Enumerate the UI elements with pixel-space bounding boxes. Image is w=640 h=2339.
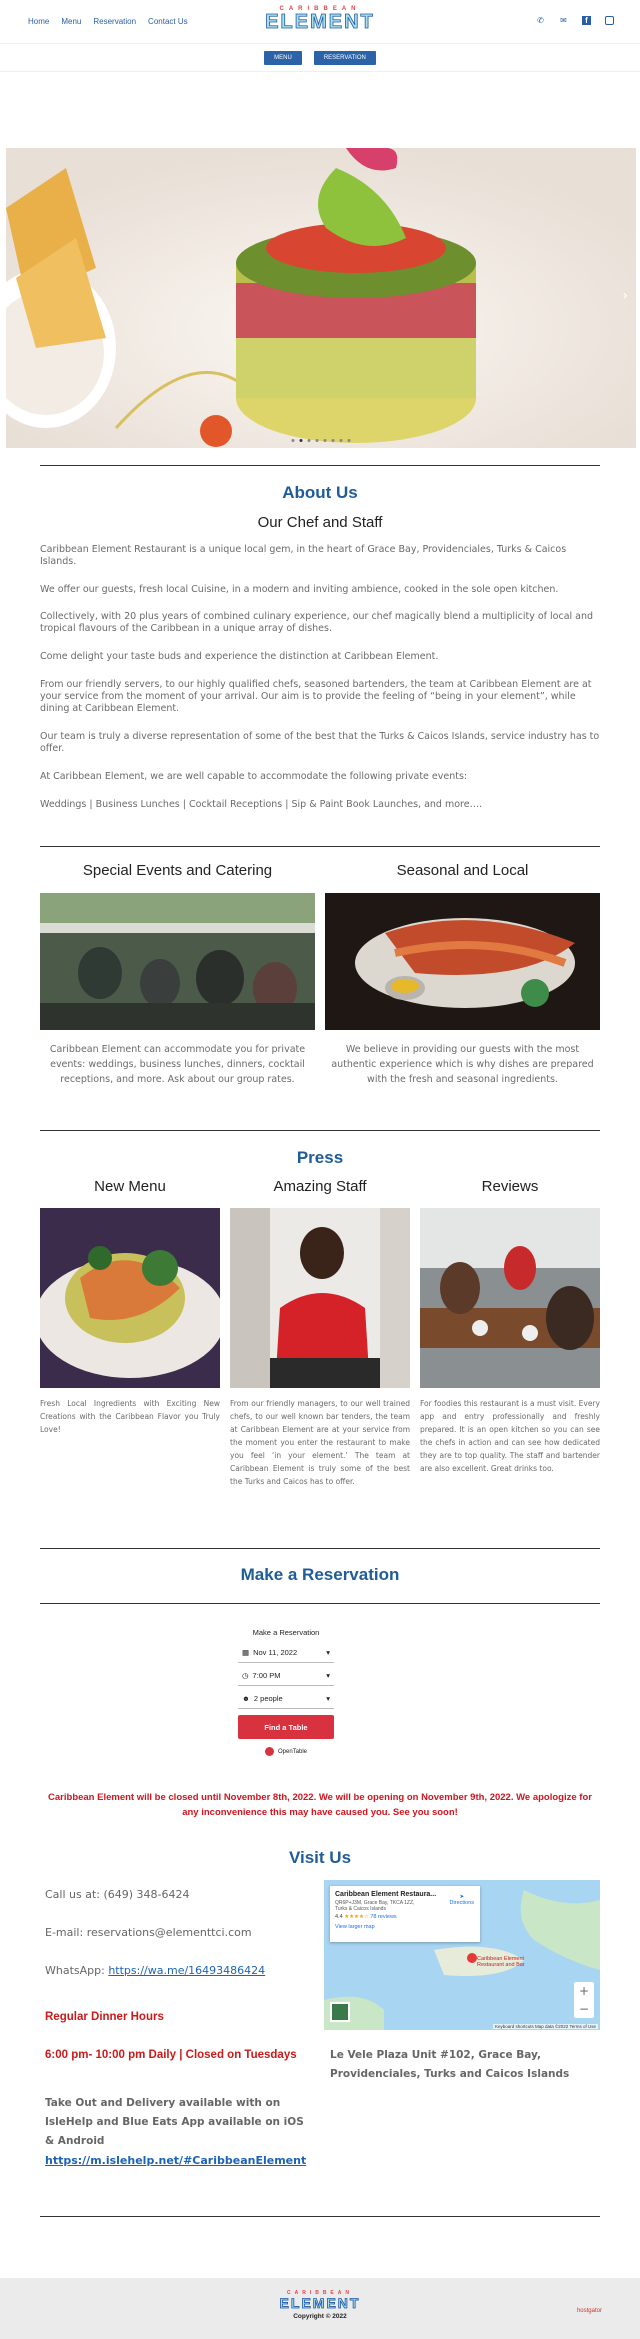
widget-title: Make a Reservation <box>252 1628 320 1637</box>
map-info-card <box>330 1886 480 1942</box>
press-item-text: For foodies this restaurant is a must visit. Every app and entry professionally and freshly prepared. It is an open kitchen so you can see the chefs in action and can see how dedicated they are to top quality. The staff and bartender are also excellent. Great drinks too. <box>420 1399 600 1473</box>
logo-top-text: CARIBBEAN <box>279 6 361 12</box>
chevron-down-icon: ▾ <box>326 1648 330 1657</box>
zoom-out-button[interactable]: − <box>578 2002 590 2016</box>
delivery-text: Take Out and Delivery available with on IsleHelp and Blue Eats App available on iOS & Android <box>45 2097 304 2147</box>
email-icon[interactable]: ✉ <box>560 16 567 25</box>
calendar-icon: ▦ <box>242 1648 250 1657</box>
delivery-link[interactable]: https://m.islehelp.net/#CaribbeanElement <box>45 2154 307 2167</box>
reservation-title: Make a Reservation <box>240 1565 400 1584</box>
instagram-icon[interactable] <box>605 16 614 25</box>
date-value: Nov 11, 2022 <box>253 1648 298 1657</box>
chevron-down-icon: ▾ <box>326 1671 330 1680</box>
site-header <box>0 0 640 44</box>
about-subtitle: Our Chef and Staff <box>257 514 383 531</box>
nav-contact[interactable]: Contact Us <box>148 17 188 26</box>
visit-title: Visit Us <box>288 1848 352 1867</box>
phone-icon[interactable]: ✆ <box>537 16 544 25</box>
zoom-in-button[interactable]: + <box>578 1984 590 1998</box>
party-size-select[interactable] <box>238 1689 334 1709</box>
site-footer <box>0 2278 640 2339</box>
divider <box>40 1548 600 1549</box>
opentable-widget <box>238 1628 334 1756</box>
facebook-icon[interactable]: f <box>582 16 591 25</box>
about-paragraph: We offer our guests, fresh local Cuisine, in a modern and inviting ambience, cooked in the sole open kitchen. <box>40 584 559 595</box>
press-item-title: Reviews <box>481 1178 539 1195</box>
slide-dot[interactable] <box>316 439 319 442</box>
map-attribution: Keyboard shortcuts Map data ©2022 Terms of Use <box>494 2024 596 2029</box>
map-place-name: Caribbean Element Restaura... <box>335 1891 437 1898</box>
opentable-label: OpenTable <box>277 1748 308 1755</box>
map-pin-label: Caribbean Element Restaurant and Bar <box>477 1956 525 1968</box>
chevron-down-icon: ▾ <box>326 1694 330 1703</box>
divider <box>40 1603 600 1604</box>
divider <box>40 846 600 847</box>
time-value: 7:00 PM <box>252 1671 281 1680</box>
nav-menu[interactable]: Menu <box>61 17 82 26</box>
google-map[interactable] <box>324 1880 600 2030</box>
press-item-title: Amazing Staff <box>273 1178 367 1195</box>
footer-logo-top: CARIBBEAN <box>286 2290 353 2296</box>
whatsapp-label: WhatsApp: <box>45 1964 109 1977</box>
slide-dot[interactable] <box>348 439 351 442</box>
staff-photo <box>230 1208 410 1388</box>
address-text: Le Vele Plaza Unit #102, Grace Bay, Providenciales, Turks and Caicos Islands <box>330 2049 570 2080</box>
hours-title: Regular Dinner Hours <box>45 2011 164 2023</box>
about-paragraph: From our friendly servers, to our highly qualified chefs, seasoned bartenders, the team at Caribbean Element are at your service from the moment of your arrival. Our aim is to provide the feeling of “being in your element”, while dining at Caribbean Element. <box>40 679 592 714</box>
time-select[interactable] <box>238 1666 334 1686</box>
slide-dot[interactable] <box>292 439 295 442</box>
press-item-text: From our friendly managers, to our well trained chefs, to our well known bar tenders, the team at Caribbean Element are at your service from the moment you enter the restaurant to make you feel ‘in your element.’ The team at Caribbean Element is truly some of the best the Turks and Caicos has to offer. <box>230 1399 410 1486</box>
opentable-icon <box>265 1747 274 1756</box>
about-title: About Us <box>282 483 358 502</box>
seasonal-title: Seasonal and Local <box>396 862 529 879</box>
hours-text: 6:00 pm- 10:00 pm Daily | Closed on Tuesdays <box>45 2049 297 2061</box>
seasonal-text: We believe in providing our guests with the most authentic experience which is why dishes are prepared with the fresh and seasonal ingredients. <box>331 1044 594 1085</box>
press-title: Press <box>296 1148 344 1167</box>
site-logo[interactable] <box>265 6 375 32</box>
hero-food-image <box>6 148 636 448</box>
nav-home[interactable]: Home <box>28 17 50 26</box>
about-paragraph: Caribbean Element Restaurant is a unique local gem, in the heart of Grace Bay, Providenciales, Turks & Caicos Islands. <box>40 544 567 567</box>
map-address-1: QR6P+J3M, Grace Bay, TKCA 1ZZ, <box>335 1900 415 1906</box>
slide-dot[interactable] <box>332 439 335 442</box>
menu-button[interactable]: MENU <box>264 51 302 65</box>
about-paragraph: Our team is truly a diverse representation of some of the best that the Turks & Caicos Islands, service industry has to offer. <box>40 731 600 754</box>
about-paragraph: Come delight your taste buds and experience the distinction at Caribbean Element. <box>40 651 439 662</box>
reservation-button[interactable]: RESERVATION <box>314 51 376 65</box>
find-table-button[interactable]: Find a Table <box>238 1715 334 1739</box>
directions-label: Directions <box>449 1900 474 1906</box>
sub-nav <box>0 44 640 72</box>
next-slide-icon[interactable]: › <box>622 288 628 304</box>
person-icon: ☻ <box>242 1694 250 1703</box>
slide-dot[interactable] <box>300 439 303 442</box>
opentable-logo[interactable] <box>238 1747 334 1756</box>
divider <box>40 465 600 466</box>
slide-dots <box>292 439 351 442</box>
map-rating: 4.4 <box>335 1914 343 1920</box>
directions-link[interactable] <box>450 1894 474 1906</box>
press-item-title: New Menu <box>94 1178 166 1195</box>
header-icons <box>536 16 614 25</box>
clock-icon: ◷ <box>242 1671 249 1680</box>
star-rating-icon: ★★★★☆ <box>344 1914 369 1920</box>
hosting-badge[interactable]: hostgator <box>576 2308 602 2314</box>
satellite-toggle[interactable] <box>330 2002 350 2022</box>
email-text: E-mail: reservations@elementtci.com <box>45 1926 252 1939</box>
date-select[interactable] <box>238 1643 334 1663</box>
map-zoom-controls <box>574 1982 594 2018</box>
events-text: Caribbean Element can accommodate you for private events: weddings, business lunches, dinners, cocktail receptions, and more. Ask about our group rates. <box>49 1044 306 1085</box>
logo-main-text: ELEMENT <box>265 11 375 33</box>
divider <box>40 1130 600 1131</box>
lobster-photo <box>325 893 600 1030</box>
map-reviews-link[interactable]: 78 reviews <box>370 1914 397 1920</box>
about-paragraph: Weddings | Business Lunches | Cocktail Receptions | Sip & Paint Book Launches, and more…. <box>40 799 483 810</box>
hero-slider[interactable] <box>6 148 636 448</box>
new-menu-photo <box>40 1208 220 1388</box>
reviews-photo <box>420 1208 600 1388</box>
larger-map-link[interactable]: View larger map <box>335 1924 375 1930</box>
events-photo <box>40 893 315 1030</box>
prev-slide-icon[interactable]: ‹ <box>12 288 18 304</box>
map-address-2: Turks & Caicos Islands <box>335 1906 386 1912</box>
main-nav <box>28 17 188 26</box>
party-value: 2 people <box>253 1694 283 1703</box>
phone-text: Call us at: (649) 348-6424 <box>45 1888 190 1901</box>
about-paragraph: Collectively, with 20 plus years of combined culinary experience, our chef magically blend a multiplicity of local and tropical flavours of the Caribbean in a unique array of dishes. <box>40 611 594 634</box>
whatsapp-link[interactable]: https://wa.me/16493486424 <box>108 1964 266 1977</box>
whatsapp-line <box>45 1964 265 1977</box>
events-title: Special Events and Catering <box>82 862 273 879</box>
copyright-text: Copyright © 2022 <box>293 2313 347 2320</box>
divider <box>40 2216 600 2217</box>
slide-dot[interactable] <box>308 439 311 442</box>
slide-dot[interactable] <box>340 439 343 442</box>
closure-notice: Caribbean Element will be closed until November 8th, 2022. We will be opening on November 9th, 2022. We apologize for any inconvenience this may have caused you. See you soon! <box>48 1792 592 1818</box>
press-item-text: Fresh Local Ingredients with Exciting New Creations with the Caribbean Flavor you Truly Love! <box>40 1399 220 1434</box>
about-paragraph: At Caribbean Element, we are well capable to accommodate the following private events: <box>40 771 468 782</box>
footer-logo[interactable] <box>280 2290 361 2320</box>
directions-icon: ➤ <box>459 1894 465 1900</box>
slide-dot[interactable] <box>324 439 327 442</box>
nav-reservation[interactable]: Reservation <box>93 17 137 26</box>
footer-logo-main: ELEMENT <box>279 2295 361 2311</box>
